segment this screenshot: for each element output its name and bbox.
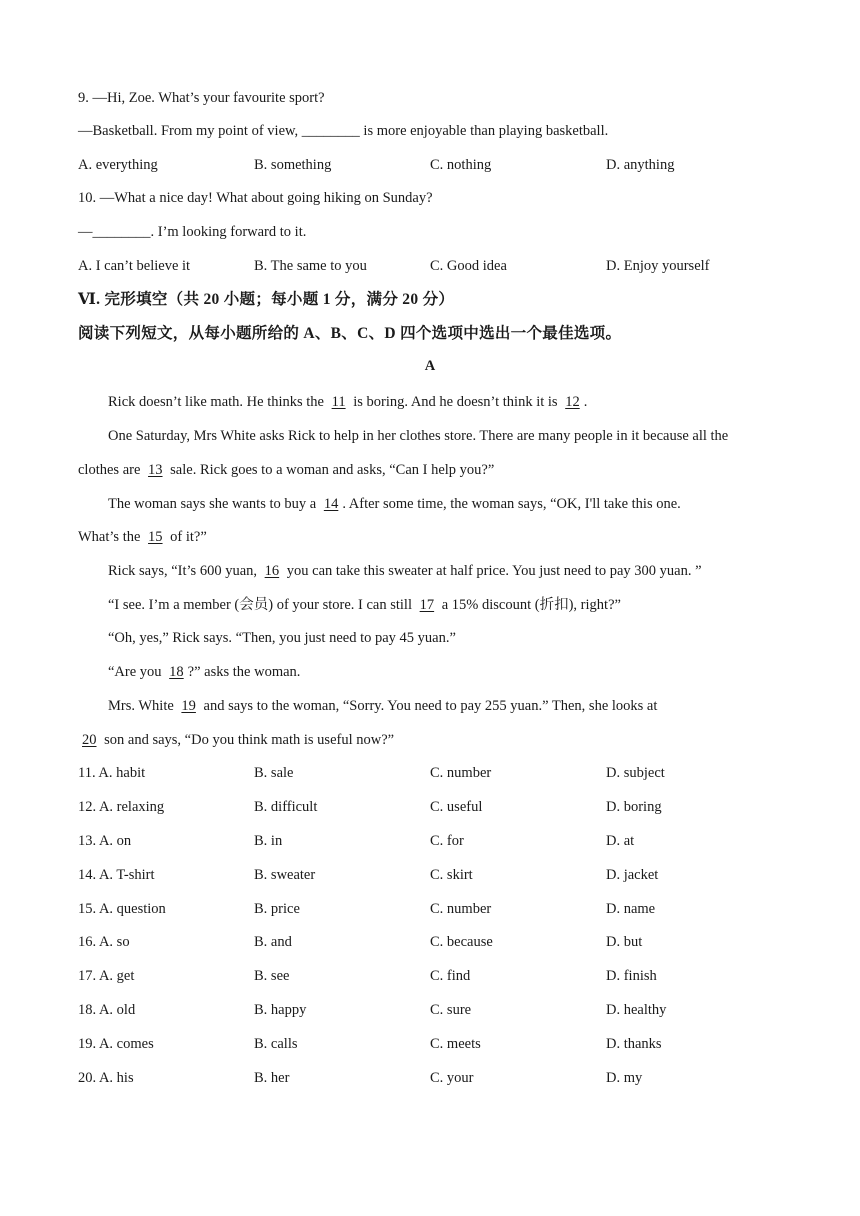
blank-15: 15 [148, 529, 163, 545]
q9-reply: —Basketball. From my point of view, ________ is more enjoyable than playing basketball. [78, 123, 609, 139]
passage-paragraph-1: Rick doesn’t like math. He thinks the 11 is boring. And he doesn’t think it is 12 . [108, 394, 588, 410]
q10-option-a: A. I can’t believe it [78, 258, 191, 274]
q9-option-d: D. anything [606, 157, 675, 173]
q10-prompt: 10. —What a nice day! What about going hiking on Sunday? [78, 190, 433, 206]
blank-17: 17 [419, 597, 435, 613]
answer-row-14: 14. A. T-shirt B. sweater C. skirt D. jacket [78, 867, 659, 883]
passage-paragraph-8-cont: 20 son and says, “Do you think math is useful now?” [78, 730, 394, 750]
passage-paragraph-6: “Oh, yes,” Rick says. “Then, you just need to pay 45 yuan.” [108, 630, 456, 646]
passage-paragraph-7: “Are you 18 ?” asks the woman. [108, 664, 301, 680]
q10-options [78, 256, 778, 276]
passage-paragraph-3: The woman says she wants to buy a 14 . After some time, the woman says, “OK, I'll take this one. [108, 496, 681, 512]
passage-label: A [424, 358, 436, 374]
answer-row-20: 20. A. his B. her C. your D. my [78, 1070, 643, 1086]
answer-row-18: 18. A. old B. happy C. sure D. healthy [78, 1002, 667, 1018]
section-heading: Ⅵ. 完形填空（共 20 小题；每小题 1 分，满分 20 分） [78, 291, 455, 308]
q10-option-c: C. Good idea [430, 258, 507, 274]
passage-paragraph-2: One Saturday, Mrs White asks Rick to help in her clothes store. There are many people in it because all the [108, 428, 729, 444]
q9-option-c: C. nothing [430, 157, 492, 173]
passage-paragraph-8: Mrs. White 19 and says to the woman, “Sorry. You need to pay 255 yuan.” Then, she looks at [108, 698, 658, 714]
answer-row-15: 15. A. question B. price C. number D. name [78, 901, 656, 917]
section-instruction: 阅读下列短文，从每小题所给的 A、B、C、D 四个选项中选出一个最佳选项。 [78, 325, 622, 342]
q9-option-a: A. everything [78, 157, 158, 173]
blank-19: 19 [181, 698, 196, 714]
passage-paragraph-4: Rick says, “It’s 600 yuan, 16 you can take this sweater at half price. You just need to pay 300 yuan. ” [108, 563, 702, 579]
blank-14: 14 [323, 496, 339, 512]
answer-row-17: 17. A. get B. see C. find D. finish [78, 968, 657, 984]
q10-reply: —________. I’m looking forward to it. [78, 224, 307, 240]
q10-option-d: D. Enjoy yourself [606, 258, 710, 274]
answer-row-13: 13. A. on B. in C. for D. at [78, 833, 635, 849]
blank-12: 12 [565, 394, 580, 410]
answer-row-12: 12. A. relaxing B. difficult C. useful D. boring [78, 799, 662, 815]
passage-paragraph-5: “I see. I’m a member (会员) of your store. I can still 17 a 15% discount (折扣), right?” [108, 597, 621, 613]
q10-option-b: B. The same to you [254, 258, 367, 274]
q9-option-b: B. something [254, 157, 332, 173]
answer-row-16: 16. A. so B. and C. because D. but [78, 934, 643, 950]
answer-row-19: 19. A. comes B. calls C. meets D. thanks [78, 1036, 662, 1052]
passage-paragraph-3-cont: What’s the 15 of it?” [78, 529, 207, 545]
answer-row-11: 11. A. habit B. sale C. number D. subject [78, 765, 665, 781]
blank-13: 13 [148, 462, 163, 478]
blank-11: 11 [331, 394, 346, 410]
q9-options [78, 155, 778, 175]
q9-prompt: 9. —Hi, Zoe. What’s your favourite sport? [78, 90, 325, 106]
blank-16: 16 [264, 563, 280, 579]
passage-paragraph-2-cont: clothes are 13 sale. Rick goes to a woman and asks, “Can I help you?” [78, 462, 495, 478]
blank-20: 20 [82, 732, 97, 748]
blank-18: 18 [169, 664, 184, 680]
